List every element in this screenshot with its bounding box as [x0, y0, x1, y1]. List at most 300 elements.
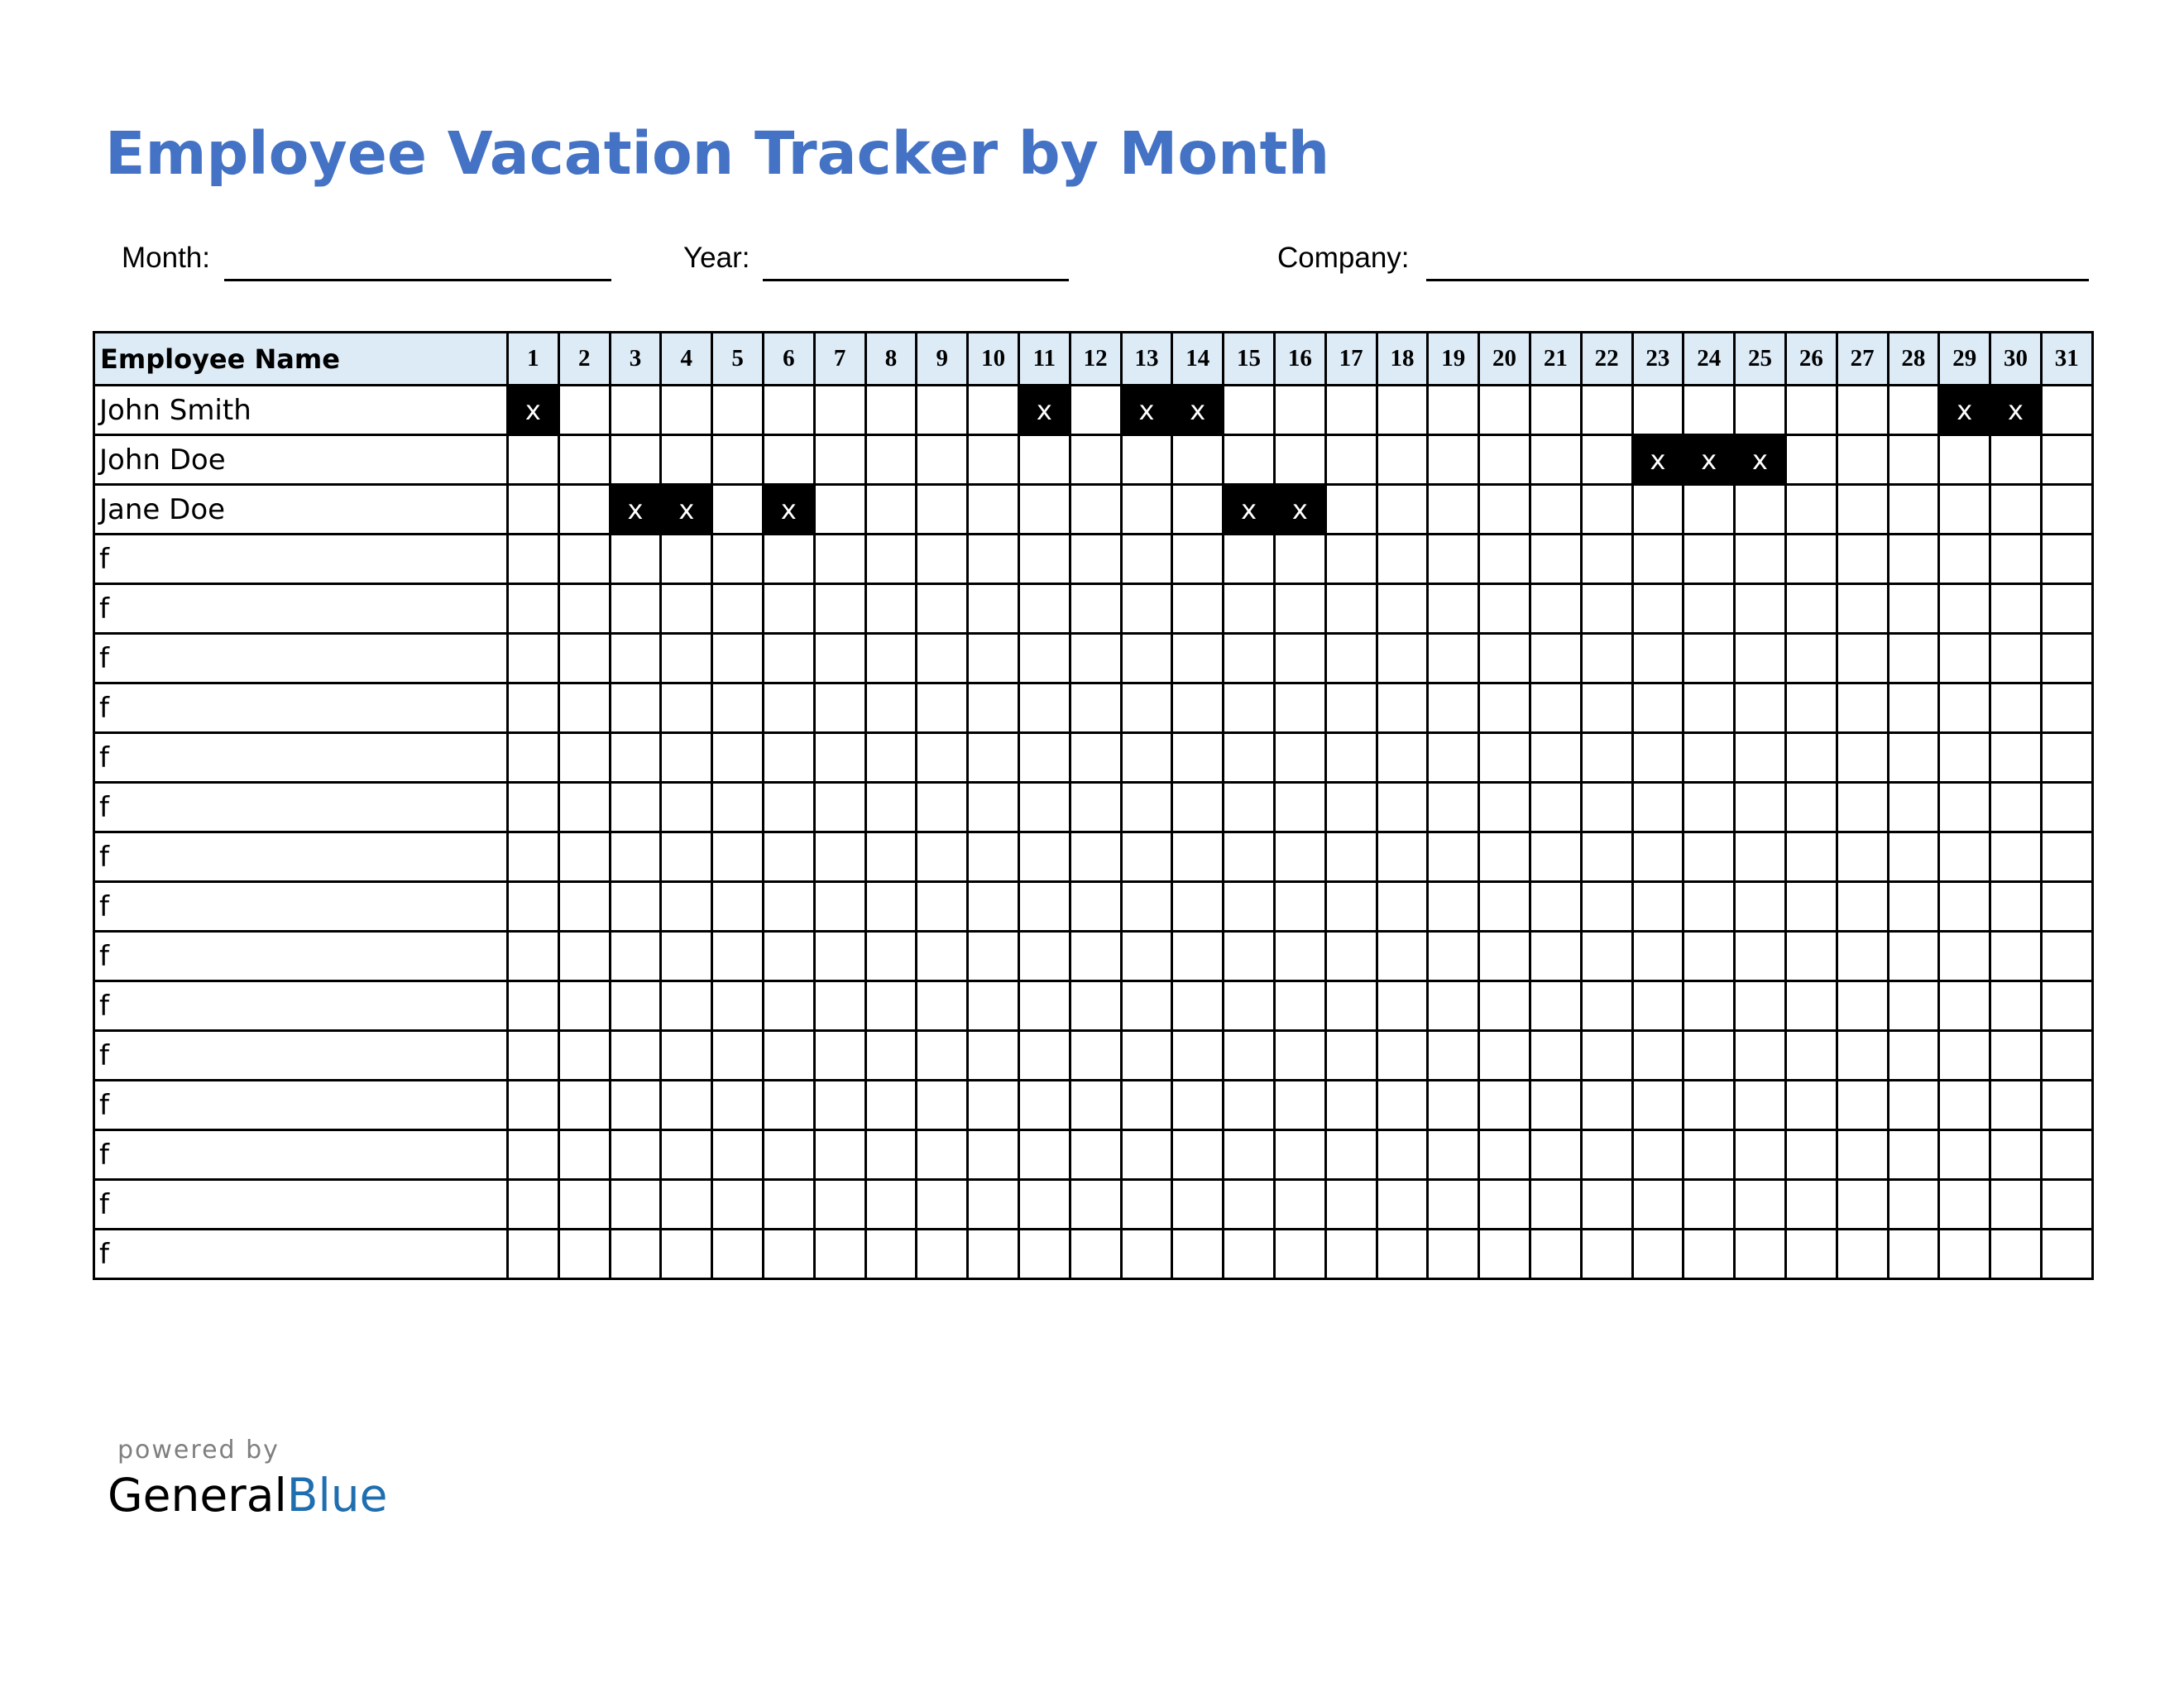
day-cell[interactable] [1479, 535, 1530, 584]
day-cell[interactable] [1735, 733, 1786, 783]
day-cell[interactable] [1785, 1180, 1837, 1230]
day-cell[interactable] [1939, 535, 1990, 584]
day-cell[interactable] [1888, 386, 1939, 435]
day-cell[interactable] [2041, 535, 2092, 584]
day-cell[interactable] [508, 1130, 559, 1180]
day-cell[interactable] [814, 832, 865, 882]
day-cell[interactable] [1990, 733, 2042, 783]
day-cell[interactable] [1581, 1230, 1632, 1279]
day-cell[interactable] [2041, 783, 2092, 832]
day-cell[interactable] [1939, 1230, 1990, 1279]
day-cell[interactable] [661, 832, 712, 882]
day-cell[interactable] [814, 1230, 865, 1279]
employee-name-cell[interactable]: f [94, 683, 508, 733]
day-cell[interactable] [1377, 683, 1428, 733]
day-cell[interactable] [1785, 832, 1837, 882]
day-cell[interactable] [814, 1130, 865, 1180]
day-cell[interactable] [1581, 435, 1632, 485]
day-cell[interactable] [2041, 882, 2092, 932]
day-cell[interactable] [610, 1031, 661, 1081]
day-cell[interactable] [1377, 981, 1428, 1031]
day-cell[interactable] [1990, 1180, 2042, 1230]
day-cell[interactable] [1325, 1180, 1377, 1230]
day-cell[interactable] [712, 435, 764, 485]
day-cell[interactable] [763, 932, 814, 981]
day-cell[interactable] [1121, 981, 1172, 1031]
day-cell[interactable] [763, 1031, 814, 1081]
day-cell[interactable] [865, 584, 917, 634]
day-cell[interactable] [1274, 435, 1325, 485]
day-cell[interactable] [1939, 981, 1990, 1031]
day-cell[interactable] [661, 783, 712, 832]
vacation-day-cell[interactable]: x [1632, 435, 1684, 485]
day-cell[interactable] [968, 435, 1019, 485]
day-cell[interactable] [1479, 386, 1530, 435]
day-cell[interactable] [1735, 1230, 1786, 1279]
day-cell[interactable] [558, 733, 610, 783]
day-cell[interactable] [1325, 1130, 1377, 1180]
day-cell[interactable] [508, 783, 559, 832]
day-cell[interactable] [712, 1180, 764, 1230]
day-cell[interactable] [1632, 1081, 1684, 1130]
day-cell[interactable] [1070, 535, 1121, 584]
day-cell[interactable] [1837, 932, 1888, 981]
day-cell[interactable] [1581, 485, 1632, 535]
day-cell[interactable] [814, 1081, 865, 1130]
day-cell[interactable] [1018, 932, 1070, 981]
day-cell[interactable] [1325, 1081, 1377, 1130]
day-cell[interactable] [1530, 634, 1581, 683]
employee-name-cell[interactable]: John Smith [94, 386, 508, 435]
day-cell[interactable] [1888, 584, 1939, 634]
day-cell[interactable] [1479, 882, 1530, 932]
day-cell[interactable] [1888, 882, 1939, 932]
day-cell[interactable] [1018, 683, 1070, 733]
day-cell[interactable] [917, 733, 968, 783]
day-cell[interactable] [1785, 733, 1837, 783]
day-cell[interactable] [1837, 832, 1888, 882]
day-cell[interactable] [1428, 584, 1479, 634]
day-cell[interactable] [763, 832, 814, 882]
day-cell[interactable] [1224, 1130, 1275, 1180]
day-cell[interactable] [712, 1130, 764, 1180]
day-cell[interactable] [1224, 386, 1275, 435]
day-cell[interactable] [1121, 683, 1172, 733]
day-cell[interactable] [1785, 1230, 1837, 1279]
day-cell[interactable] [865, 634, 917, 683]
day-cell[interactable] [1377, 882, 1428, 932]
day-cell[interactable] [2041, 832, 2092, 882]
day-cell[interactable] [1939, 435, 1990, 485]
day-cell[interactable] [1684, 1180, 1735, 1230]
day-cell[interactable] [1172, 1031, 1224, 1081]
day-cell[interactable] [1581, 584, 1632, 634]
day-cell[interactable] [2041, 683, 2092, 733]
day-cell[interactable] [2041, 1031, 2092, 1081]
day-cell[interactable] [917, 932, 968, 981]
day-cell[interactable] [1581, 832, 1632, 882]
day-cell[interactable] [1888, 683, 1939, 733]
day-cell[interactable] [1888, 1130, 1939, 1180]
day-cell[interactable] [610, 1230, 661, 1279]
day-cell[interactable] [1018, 535, 1070, 584]
day-cell[interactable] [2041, 584, 2092, 634]
day-cell[interactable] [558, 683, 610, 733]
day-cell[interactable] [1632, 1230, 1684, 1279]
day-cell[interactable] [1377, 435, 1428, 485]
day-cell[interactable] [1939, 1081, 1990, 1130]
day-cell[interactable] [1785, 783, 1837, 832]
day-cell[interactable] [917, 683, 968, 733]
day-cell[interactable] [1939, 634, 1990, 683]
day-cell[interactable] [1377, 1031, 1428, 1081]
day-cell[interactable] [610, 634, 661, 683]
month-field[interactable] [122, 240, 611, 281]
day-cell[interactable] [508, 535, 559, 584]
day-cell[interactable] [763, 683, 814, 733]
day-cell[interactable] [1735, 932, 1786, 981]
day-cell[interactable] [1530, 1031, 1581, 1081]
day-cell[interactable] [1274, 386, 1325, 435]
day-cell[interactable] [558, 485, 610, 535]
employee-name-cell[interactable]: f [94, 535, 508, 584]
day-cell[interactable] [917, 1230, 968, 1279]
day-cell[interactable] [712, 981, 764, 1031]
day-cell[interactable] [865, 932, 917, 981]
day-cell[interactable] [1735, 1130, 1786, 1180]
day-cell[interactable] [1990, 535, 2042, 584]
day-cell[interactable] [1581, 882, 1632, 932]
day-cell[interactable] [1018, 1031, 1070, 1081]
day-cell[interactable] [1632, 733, 1684, 783]
day-cell[interactable] [1785, 386, 1837, 435]
day-cell[interactable] [968, 634, 1019, 683]
day-cell[interactable] [2041, 634, 2092, 683]
day-cell[interactable] [1325, 683, 1377, 733]
day-cell[interactable] [1632, 783, 1684, 832]
day-cell[interactable] [1530, 584, 1581, 634]
employee-name-cell[interactable]: John Doe [94, 435, 508, 485]
day-cell[interactable] [1428, 783, 1479, 832]
day-cell[interactable] [1224, 733, 1275, 783]
day-cell[interactable] [712, 485, 764, 535]
day-cell[interactable] [1888, 1230, 1939, 1279]
day-cell[interactable] [610, 683, 661, 733]
day-cell[interactable] [1735, 386, 1786, 435]
month-underline[interactable] [224, 279, 611, 281]
day-cell[interactable] [968, 733, 1019, 783]
day-cell[interactable] [865, 1180, 917, 1230]
day-cell[interactable] [1172, 783, 1224, 832]
day-cell[interactable] [1684, 485, 1735, 535]
day-cell[interactable] [1428, 733, 1479, 783]
day-cell[interactable] [1121, 1031, 1172, 1081]
vacation-day-cell[interactable]: x [1018, 386, 1070, 435]
employee-name-cell[interactable]: f [94, 584, 508, 634]
day-cell[interactable] [1684, 386, 1735, 435]
day-cell[interactable] [558, 535, 610, 584]
day-cell[interactable] [1785, 584, 1837, 634]
day-cell[interactable] [814, 634, 865, 683]
day-cell[interactable] [712, 386, 764, 435]
day-cell[interactable] [1121, 535, 1172, 584]
day-cell[interactable] [1939, 1130, 1990, 1180]
day-cell[interactable] [508, 1230, 559, 1279]
day-cell[interactable] [763, 1130, 814, 1180]
day-cell[interactable] [1070, 435, 1121, 485]
day-cell[interactable] [1837, 535, 1888, 584]
day-cell[interactable] [610, 1180, 661, 1230]
day-cell[interactable] [1735, 584, 1786, 634]
day-cell[interactable] [1070, 783, 1121, 832]
day-cell[interactable] [508, 634, 559, 683]
day-cell[interactable] [558, 435, 610, 485]
day-cell[interactable] [610, 733, 661, 783]
day-cell[interactable] [1325, 1031, 1377, 1081]
day-cell[interactable] [1224, 981, 1275, 1031]
day-cell[interactable] [661, 932, 712, 981]
day-cell[interactable] [558, 981, 610, 1031]
day-cell[interactable] [1172, 832, 1224, 882]
day-cell[interactable] [763, 1180, 814, 1230]
day-cell[interactable] [508, 832, 559, 882]
day-cell[interactable] [1377, 1130, 1428, 1180]
day-cell[interactable] [1224, 435, 1275, 485]
day-cell[interactable] [1530, 683, 1581, 733]
day-cell[interactable] [1172, 1230, 1224, 1279]
day-cell[interactable] [1735, 832, 1786, 882]
day-cell[interactable] [1172, 733, 1224, 783]
day-cell[interactable] [1325, 584, 1377, 634]
day-cell[interactable] [2041, 1230, 2092, 1279]
day-cell[interactable] [1939, 832, 1990, 882]
day-cell[interactable] [763, 733, 814, 783]
day-cell[interactable] [2041, 932, 2092, 981]
employee-name-cell[interactable]: f [94, 1230, 508, 1279]
day-cell[interactable] [1121, 485, 1172, 535]
employee-name-cell[interactable]: f [94, 981, 508, 1031]
day-cell[interactable] [1990, 981, 2042, 1031]
day-cell[interactable] [917, 882, 968, 932]
day-cell[interactable] [1377, 932, 1428, 981]
vacation-day-cell[interactable]: x [1172, 386, 1224, 435]
day-cell[interactable] [1479, 683, 1530, 733]
day-cell[interactable] [712, 783, 764, 832]
day-cell[interactable] [1070, 733, 1121, 783]
day-cell[interactable] [1939, 485, 1990, 535]
day-cell[interactable] [968, 981, 1019, 1031]
day-cell[interactable] [1837, 1081, 1888, 1130]
day-cell[interactable] [1121, 584, 1172, 634]
day-cell[interactable] [865, 683, 917, 733]
day-cell[interactable] [508, 1180, 559, 1230]
day-cell[interactable] [968, 1031, 1019, 1081]
day-cell[interactable] [1785, 1031, 1837, 1081]
day-cell[interactable] [712, 1031, 764, 1081]
day-cell[interactable] [1837, 1031, 1888, 1081]
day-cell[interactable] [661, 1031, 712, 1081]
day-cell[interactable] [1172, 584, 1224, 634]
day-cell[interactable] [712, 832, 764, 882]
day-cell[interactable] [661, 435, 712, 485]
day-cell[interactable] [1479, 1031, 1530, 1081]
day-cell[interactable] [1684, 932, 1735, 981]
employee-name-cell[interactable]: f [94, 634, 508, 683]
day-cell[interactable] [558, 386, 610, 435]
day-cell[interactable] [1735, 1081, 1786, 1130]
day-cell[interactable] [1121, 1180, 1172, 1230]
day-cell[interactable] [1172, 1130, 1224, 1180]
day-cell[interactable] [610, 386, 661, 435]
day-cell[interactable] [1581, 1180, 1632, 1230]
day-cell[interactable] [1325, 932, 1377, 981]
day-cell[interactable] [1684, 1230, 1735, 1279]
day-cell[interactable] [1325, 386, 1377, 435]
day-cell[interactable] [1479, 1081, 1530, 1130]
day-cell[interactable] [1224, 1081, 1275, 1130]
day-cell[interactable] [1939, 733, 1990, 783]
day-cell[interactable] [865, 1081, 917, 1130]
day-cell[interactable] [917, 1130, 968, 1180]
day-cell[interactable] [1785, 634, 1837, 683]
day-cell[interactable] [865, 1031, 917, 1081]
day-cell[interactable] [1785, 683, 1837, 733]
day-cell[interactable] [1581, 981, 1632, 1031]
company-underline[interactable] [1426, 279, 2089, 281]
day-cell[interactable] [1377, 634, 1428, 683]
day-cell[interactable] [1837, 386, 1888, 435]
day-cell[interactable] [661, 683, 712, 733]
day-cell[interactable] [1172, 981, 1224, 1031]
day-cell[interactable] [1224, 882, 1275, 932]
day-cell[interactable] [1735, 485, 1786, 535]
day-cell[interactable] [763, 1230, 814, 1279]
day-cell[interactable] [968, 1081, 1019, 1130]
day-cell[interactable] [1888, 1031, 1939, 1081]
day-cell[interactable] [1990, 1081, 2042, 1130]
day-cell[interactable] [865, 882, 917, 932]
day-cell[interactable] [1530, 733, 1581, 783]
day-cell[interactable] [814, 733, 865, 783]
day-cell[interactable] [1632, 1031, 1684, 1081]
day-cell[interactable] [1990, 634, 2042, 683]
day-cell[interactable] [508, 882, 559, 932]
day-cell[interactable] [1325, 733, 1377, 783]
day-cell[interactable] [1172, 1081, 1224, 1130]
day-cell[interactable] [1121, 733, 1172, 783]
day-cell[interactable] [1018, 485, 1070, 535]
day-cell[interactable] [865, 981, 917, 1031]
day-cell[interactable] [763, 535, 814, 584]
day-cell[interactable] [1377, 386, 1428, 435]
day-cell[interactable] [1479, 634, 1530, 683]
day-cell[interactable] [1530, 832, 1581, 882]
day-cell[interactable] [1325, 981, 1377, 1031]
day-cell[interactable] [968, 882, 1019, 932]
day-cell[interactable] [763, 435, 814, 485]
day-cell[interactable] [865, 1230, 917, 1279]
day-cell[interactable] [610, 1081, 661, 1130]
day-cell[interactable] [1581, 1130, 1632, 1180]
day-cell[interactable] [1325, 435, 1377, 485]
day-cell[interactable] [712, 932, 764, 981]
day-cell[interactable] [2041, 1180, 2092, 1230]
day-cell[interactable] [865, 733, 917, 783]
day-cell[interactable] [814, 783, 865, 832]
day-cell[interactable] [1274, 634, 1325, 683]
day-cell[interactable] [814, 485, 865, 535]
employee-name-cell[interactable]: Jane Doe [94, 485, 508, 535]
day-cell[interactable] [1684, 683, 1735, 733]
day-cell[interactable] [1888, 535, 1939, 584]
vacation-day-cell[interactable]: x [1121, 386, 1172, 435]
day-cell[interactable] [1837, 435, 1888, 485]
day-cell[interactable] [1888, 932, 1939, 981]
day-cell[interactable] [1121, 1081, 1172, 1130]
day-cell[interactable] [1735, 535, 1786, 584]
day-cell[interactable] [1018, 733, 1070, 783]
day-cell[interactable] [1428, 1230, 1479, 1279]
vacation-day-cell[interactable]: x [610, 485, 661, 535]
day-cell[interactable] [814, 584, 865, 634]
day-cell[interactable] [865, 386, 917, 435]
day-cell[interactable] [1785, 882, 1837, 932]
day-cell[interactable] [1172, 485, 1224, 535]
vacation-day-cell[interactable]: x [508, 386, 559, 435]
day-cell[interactable] [1684, 584, 1735, 634]
day-cell[interactable] [1530, 1180, 1581, 1230]
day-cell[interactable] [2041, 1081, 2092, 1130]
day-cell[interactable] [1581, 634, 1632, 683]
day-cell[interactable] [1735, 882, 1786, 932]
day-cell[interactable] [1325, 485, 1377, 535]
day-cell[interactable] [1837, 733, 1888, 783]
day-cell[interactable] [661, 1180, 712, 1230]
day-cell[interactable] [968, 932, 1019, 981]
day-cell[interactable] [814, 535, 865, 584]
day-cell[interactable] [1684, 981, 1735, 1031]
day-cell[interactable] [1274, 733, 1325, 783]
day-cell[interactable] [1070, 584, 1121, 634]
vacation-day-cell[interactable]: x [1990, 386, 2042, 435]
employee-name-cell[interactable]: f [94, 1031, 508, 1081]
day-cell[interactable] [1018, 1130, 1070, 1180]
day-cell[interactable] [763, 634, 814, 683]
day-cell[interactable] [1888, 832, 1939, 882]
day-cell[interactable] [1888, 485, 1939, 535]
day-cell[interactable] [1479, 832, 1530, 882]
day-cell[interactable] [712, 535, 764, 584]
day-cell[interactable] [2041, 435, 2092, 485]
day-cell[interactable] [1274, 535, 1325, 584]
vacation-day-cell[interactable]: x [1939, 386, 1990, 435]
day-cell[interactable] [1632, 683, 1684, 733]
day-cell[interactable] [1990, 435, 2042, 485]
day-cell[interactable] [917, 386, 968, 435]
day-cell[interactable] [1325, 1230, 1377, 1279]
day-cell[interactable] [1785, 1130, 1837, 1180]
day-cell[interactable] [1990, 832, 2042, 882]
day-cell[interactable] [1837, 1230, 1888, 1279]
day-cell[interactable] [1785, 435, 1837, 485]
day-cell[interactable] [1581, 1031, 1632, 1081]
day-cell[interactable] [865, 435, 917, 485]
day-cell[interactable] [2041, 733, 2092, 783]
day-cell[interactable] [1172, 634, 1224, 683]
day-cell[interactable] [2041, 386, 2092, 435]
day-cell[interactable] [814, 435, 865, 485]
day-cell[interactable] [1785, 535, 1837, 584]
